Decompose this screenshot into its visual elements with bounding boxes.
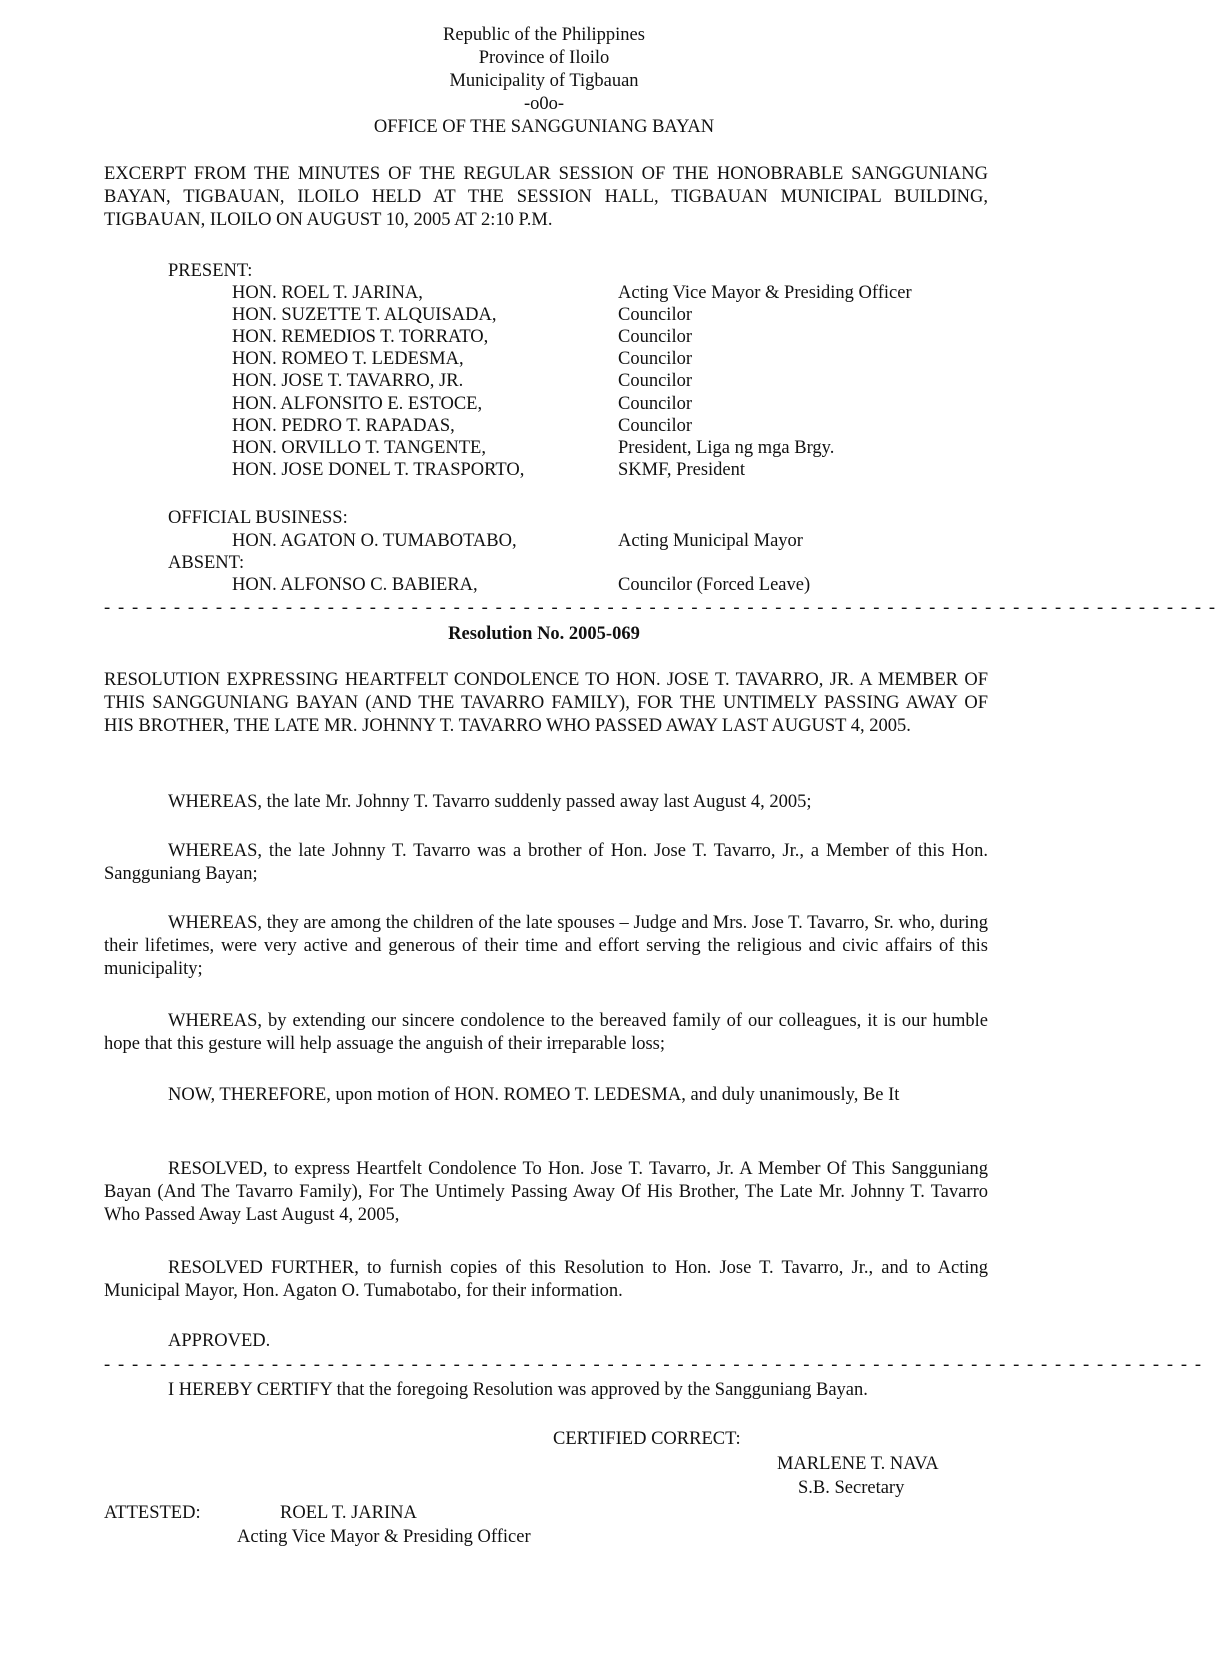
certified-correct-label: CERTIFIED CORRECT: (553, 1429, 741, 1449)
certification-statement: I HEREBY CERTIFY that the foregoing Resolution was approved by the Sangguniang Bayan. (168, 1380, 868, 1400)
whereas-clause-2: WHEREAS, the late Johnny T. Tavarro was a brother of Hon. Jose T. Tavarro, Jr., a Member of this Hon. Sangguniang Bayan; (104, 841, 988, 884)
official-business-label: OFFICIAL BUSINESS: (168, 508, 348, 528)
minutes-excerpt-heading: EXCERPT FROM THE MINUTES OF THE REGULAR SESSION OF THE HONOBRABLE SANGGUNIANG BAYAN, TIGBAUAN, ILOILO HELD AT THE SESSION HALL, TIGBAUAN MUNICIPAL BUILDING, TIGBAUAN, ILOILO ON AUGUST 10, 2005 AT 2:10 P.M. (104, 164, 988, 230)
secretary-name: MARLENE T. NAVA (777, 1454, 939, 1474)
attendee-row (232, 437, 992, 460)
resolved-clause: RESOLVED, to express Heartfelt Condolence To Hon. Jose T. Tavarro, Jr. A Member Of This Sangguniang Bayan (And The Tavarro Family), For The Untimely Passing Away Of His Brother, The Late Mr. Johnny T. Tavarro Who Passed Away Last August 4, 2005, (104, 1159, 988, 1225)
attendee-name: HON. JOSE T. TAVARRO, JR. (232, 371, 464, 391)
attendee-position: Councilor (618, 349, 692, 369)
attendee-name: HON. REMEDIOS T. TORRATO, (232, 327, 489, 347)
attested-title: Acting Vice Mayor & Presiding Officer (237, 1527, 531, 1547)
letterhead (0, 24, 1088, 139)
resolution-title: RESOLUTION EXPRESSING HEARTFELT CONDOLENCE TO HON. JOSE T. TAVARRO, JR. A MEMBER OF THIS SANGGUNIANG BAYAN (AND THE TAVARRO FAMILY), FOR THE UNTIMELY PASSING AWAY OF HIS BROTHER, THE LATE MR. JOHNNY T. TAVARRO WHO PASSED AWAY LAST AUGUST 4, 2005. (104, 670, 988, 736)
header-ornament: -o0o- (523, 94, 565, 114)
attested-name: ROEL T. JARINA (280, 1503, 417, 1523)
attendee-row (232, 415, 992, 438)
attendee-position: Acting Vice Mayor & Presiding Officer (618, 283, 912, 303)
absent-label: ABSENT: (168, 553, 245, 573)
attendee-position: Councilor (618, 327, 692, 347)
attendee-position: Acting Municipal Mayor (618, 531, 803, 551)
attested-label: ATTESTED: (104, 1503, 201, 1523)
attendee-position: Councilor (618, 416, 692, 436)
attendee-row (232, 282, 992, 305)
attendee-row (232, 304, 992, 327)
whereas-clause-4: WHEREAS, by extending our sincere condolence to the bereaved family of our colleagues, it is our humble hope that this gesture will help assuage the anguish of their irreparable loss; (104, 1011, 988, 1054)
attendee-position: President, Liga ng mga Brgy. (618, 438, 835, 458)
absent-row (232, 574, 992, 597)
attendee-row (232, 348, 992, 371)
header-office: OFFICE OF THE SANGGUNIANG BAYAN (373, 117, 715, 137)
present-label: PRESENT: (168, 261, 253, 281)
attendee-name: HON. JOSE DONEL T. TRASPORTO, (232, 460, 525, 480)
separator-line: - - - - - - - - - - - - - - - - - - - - - - - - - - - - - - - - - - - - - - - - - - - - - - - - - - - - - - - - - - - - - - - - - - - - - - - - - - - - - - - (104, 1355, 1203, 1375)
attendee-name: HON. SUZETTE T. ALQUISADA, (232, 305, 497, 325)
secretary-title: S.B. Secretary (798, 1478, 905, 1498)
now-therefore-clause: NOW, THEREFORE, upon motion of HON. ROMEO T. LEDESMA, and duly unanimously, Be It (168, 1085, 900, 1105)
whereas-clause-3: WHEREAS, they are among the children of the late spouses – Judge and Mrs. Jose T. Tavarro, Sr. who, during their lifetimes, were very active and generous of their time and effort serving the religious and civic affairs of this municipality; (104, 913, 988, 979)
whereas-clause-1: WHEREAS, the late Mr. Johnny T. Tavarro suddenly passed away last August 4, 2005; (168, 792, 812, 812)
attendee-row (232, 370, 992, 393)
attendee-name: HON. ALFONSITO E. ESTOCE, (232, 394, 483, 414)
attendee-position: Councilor (618, 305, 692, 325)
attendee-name: HON. ROEL T. JARINA, (232, 283, 423, 303)
attendee-row (232, 459, 992, 482)
separator-line: - - - - - - - - - - - - - - - - - - - - - - - - - - - - - - - - - - - - - - - - - - - - - - - - - - - - - - - - - - - - - - - - - - - - - - - - - - - - - - - - (104, 598, 1217, 618)
resolution-number: Resolution No. 2005-069 (448, 624, 640, 644)
attendee-position: Councilor (618, 394, 692, 414)
attendee-row (232, 393, 992, 416)
header-province: Province of Iloilo (478, 48, 610, 68)
attendee-position: Councilor (618, 371, 692, 391)
official-business-row (232, 530, 992, 553)
attendee-name: HON. ALFONSO C. BABIERA, (232, 575, 478, 595)
attendee-position: SKMF, President (618, 460, 746, 480)
attendee-position: Councilor (Forced Leave) (618, 575, 811, 595)
header-republic: Republic of the Philippines (443, 25, 645, 45)
attendee-row (232, 326, 992, 349)
resolved-further-clause: RESOLVED FURTHER, to furnish copies of this Resolution to Hon. Jose T. Tavarro, Jr., and to Acting Municipal Mayor, Hon. Agaton O. Tumabotabo, for their information. (104, 1258, 988, 1301)
approved-text: APPROVED. (168, 1331, 271, 1351)
header-municipality: Municipality of Tigbauan (449, 71, 639, 91)
attendee-name: HON. PEDRO T. RAPADAS, (232, 416, 455, 436)
attendee-name: HON. AGATON O. TUMABOTABO, (232, 531, 517, 551)
attendee-name: HON. ROMEO T. LEDESMA, (232, 349, 464, 369)
attendee-name: HON. ORVILLO T. TANGENTE, (232, 438, 486, 458)
